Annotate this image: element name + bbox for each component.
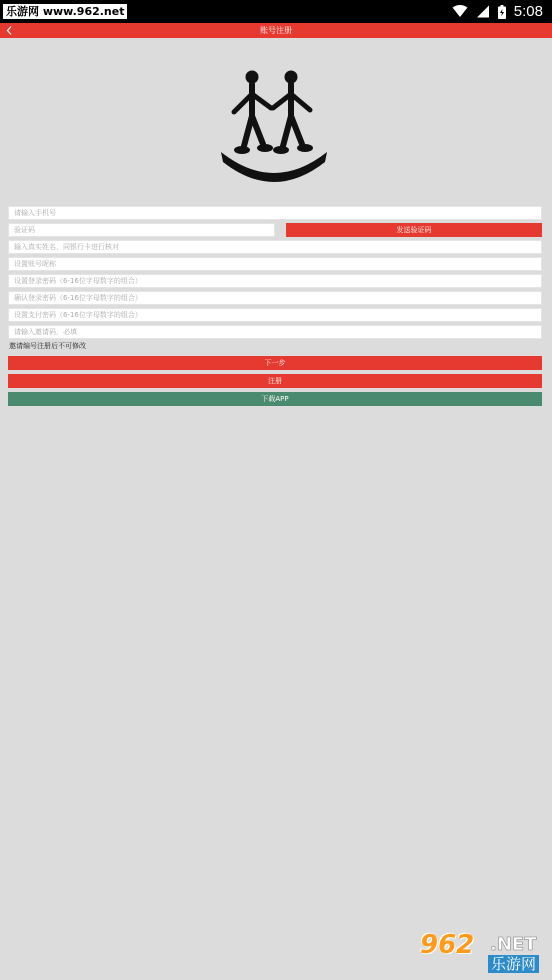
real-name-input[interactable] (8, 240, 542, 254)
login-password-input[interactable] (8, 274, 542, 288)
send-code-button[interactable]: 发送验证码 (286, 223, 542, 237)
two-figures-on-rocker-logo (215, 64, 333, 184)
watermark-badge: 乐游网 www.962.net (3, 4, 127, 19)
status-icons (452, 3, 543, 20)
status-time: 5:08 (513, 3, 543, 20)
phone-input[interactable] (8, 206, 542, 220)
confirm-password-input[interactable] (8, 291, 542, 305)
page-title: 账号注册 (260, 26, 292, 35)
pay-password-input[interactable] (8, 308, 542, 322)
invite-note: 邀请编号注册后不可修改 (9, 342, 86, 350)
verification-code-input[interactable] (8, 223, 275, 237)
battery-icon (498, 5, 506, 19)
register-button[interactable]: 注册 (8, 374, 542, 388)
watermark-logo (412, 930, 548, 976)
status-bar (0, 0, 552, 23)
title-bar (0, 23, 552, 38)
watermark-site-name: 乐游网 (488, 955, 539, 973)
signal-icon (476, 5, 490, 18)
invite-code-input[interactable] (8, 325, 542, 339)
wifi-icon (452, 5, 468, 18)
watermark-suffix: .NET (490, 934, 537, 955)
download-app-button[interactable]: 下载APP (8, 392, 542, 406)
nickname-input[interactable] (8, 257, 542, 271)
watermark-number: 962 (420, 930, 475, 960)
next-step-button[interactable]: 下一步 (8, 356, 542, 370)
